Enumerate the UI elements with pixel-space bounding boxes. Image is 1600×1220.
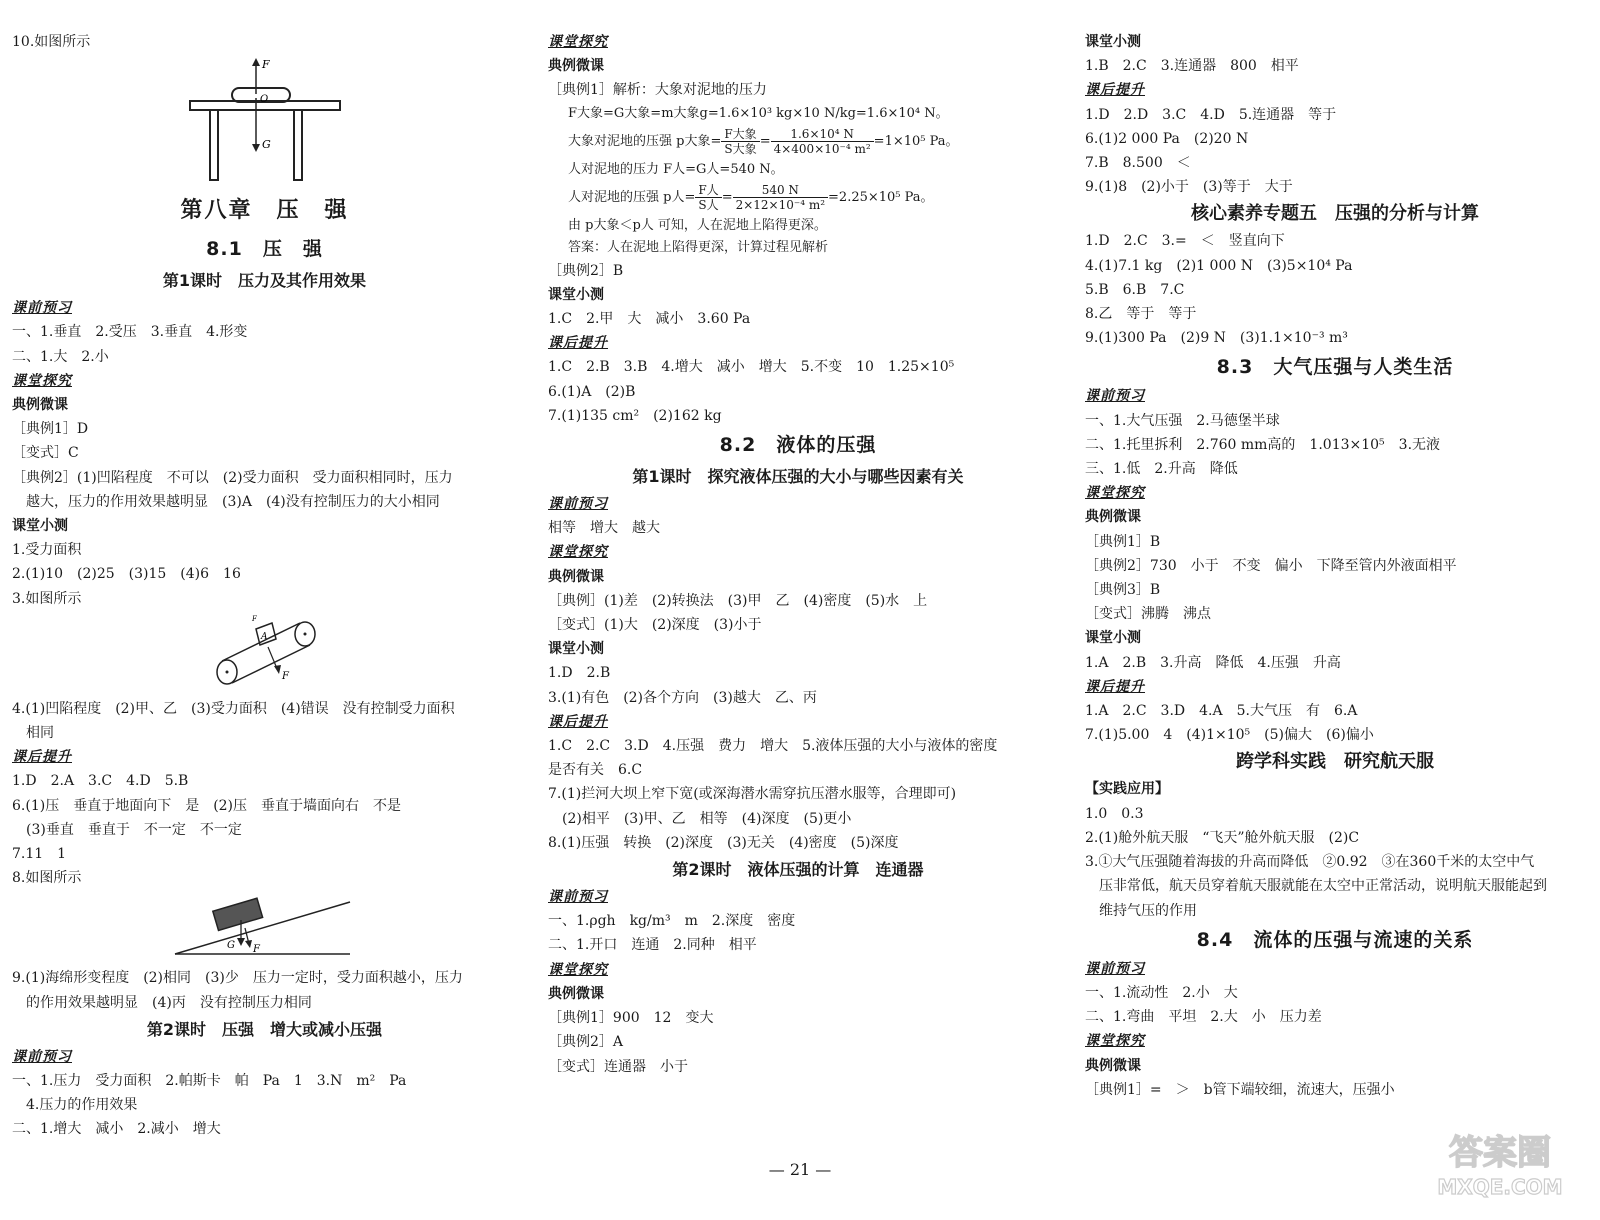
answer-line: 9.(1)海绵形变程度 (2)相同 (3)少 压力一定时，受力面积越小，压力 (12, 970, 463, 987)
answer-line: 二、1.增大 减小 2.减小 增大 (12, 1121, 221, 1138)
section-label: 课前预习 (1085, 388, 1145, 405)
answer-line: 7.(1)拦河大坝上窄下宽(或深海潜水需穿抗压潜水服等，合理即可) (548, 786, 957, 803)
sub-label: 典例微课 (1085, 509, 1141, 526)
answer-line: 3.如图所示 (12, 590, 82, 607)
sub-label: 课堂小测 (548, 286, 604, 303)
answer-line: ［典例2］B (548, 262, 624, 279)
answer-line: 一、1.大气压强 2.马德堡半球 (1085, 412, 1280, 429)
answer-line: 7.11 1 (12, 846, 67, 863)
section-title: 8.4 流体的压强与流速的关系 (1196, 928, 1474, 951)
sub-label: 课堂小测 (12, 518, 68, 535)
column-left (12, 30, 517, 1160)
answer-line: 1.A 2.B 3.升高 降低 4.压强 升高 (1085, 654, 1341, 671)
lesson-title: 第1课时 探究液体压强的大小与哪些因素有关 (632, 467, 964, 487)
answer-line: 1.D 2.C 3.= ＜ 竖直向下 (1085, 233, 1285, 250)
answer-line: 10.如图所示 (12, 34, 91, 50)
section-title: 8.2 液体的压强 (719, 434, 877, 457)
sub-label: 典例微课 (548, 985, 604, 1002)
section-title: 8.3 大气压强与人类生活 (1216, 356, 1454, 379)
svg-text:F: F (261, 58, 270, 72)
sub-label: 课堂小测 (548, 641, 604, 658)
answer-line: ［典例2］(1)凹陷程度 不可以 (2)受力面积 受力面积相同时，压力 (12, 469, 453, 486)
lesson-title: 第2课时 压强 增大或减小压强 (146, 1019, 383, 1039)
section-label: 课后提升 (1085, 678, 1145, 695)
answer-line: 一、1.垂直 2.受压 3.垂直 4.形变 (12, 324, 248, 341)
answer-line: ［典例3］B (1085, 582, 1161, 599)
answer-line: ［典例1］900 12 变大 (548, 1010, 714, 1027)
section-label: 课前预习 (12, 1048, 72, 1065)
sub-label: 典例微课 (1085, 1057, 1141, 1074)
answer-line: 8.如图所示 (12, 870, 82, 887)
section-label: 课前预习 (548, 889, 608, 906)
answer-line: 压非常低，航天员穿着航天服就能在太空中正常活动，说明航天服能起到 (1099, 878, 1547, 895)
sub-label: 课堂小测 (1085, 630, 1141, 647)
answer-line: 5.B 6.B 7.C (1085, 281, 1185, 298)
answer-line: 6.(1)压 垂直于地面向下 是 (2)压 垂直于墙面向右 不是 (12, 797, 402, 814)
formula-line: 人对泥地的压强 p人= $\frac{\text{F人}}{\text{S人}}$ = $\frac{540 N}{\text{2×12×10⁻⁴ m²}}$ =2.25×10⁵ Pa。 (568, 182, 934, 212)
practice-title: 跨学科实践 研究航天服 (1236, 751, 1434, 773)
section-title: 8.1 压 强 (206, 238, 323, 261)
svg-text:G: G (261, 138, 271, 152)
answer-line: 4.(1)7.1 kg (2)1 000 N (3)5×10⁴ Pa (1085, 257, 1353, 274)
watermark-logo (1420, 1122, 1580, 1202)
answer-line: 二、1.托里拆利 2.760 mm高的 1.013×10⁵ 3.无液 (1085, 436, 1441, 453)
section-label: 课堂探究 (1085, 485, 1145, 502)
section-label: 课堂探究 (1085, 1033, 1145, 1050)
sub-label: 【实践应用】 (1085, 781, 1169, 798)
answer-line: ［典例2］A (548, 1034, 624, 1051)
section-label: 课后提升 (12, 749, 72, 766)
section-label: 课后提升 (548, 713, 608, 730)
column-middle (548, 30, 1048, 1160)
answer-line: 是否有关 6.C (548, 762, 643, 779)
answer-line: 一、1.流动性 2.小 大 (1085, 984, 1238, 1001)
section-label: 课堂探究 (12, 372, 72, 389)
answer-line: 二、1.弯曲 平坦 2.大 小 压力差 (1085, 1009, 1322, 1026)
answer-line: (2)相平 (3)甲、乙 相等 (4)深度 (5)更小 (562, 810, 852, 827)
figure-incline-block (165, 892, 365, 964)
section-label: 课前预习 (548, 496, 608, 513)
answer-line: 维持气压的作用 (1099, 902, 1197, 919)
answer-line: 8.乙 等于 等于 (1085, 306, 1197, 323)
answer-line: ［典例］(1)差 (2)转换法 (3)甲 乙 (4)密度 (5)水 上 (548, 592, 928, 609)
svg-text:F: F (281, 670, 289, 682)
svg-text:答案圈: 答案圈 (1449, 1133, 1551, 1173)
svg-text:F: F (252, 944, 260, 956)
answer-line: 2.(1)10 (2)25 (3)15 (4)6 16 (12, 566, 241, 583)
answer-line: ［变式］沸腾 沸点 (1085, 606, 1211, 623)
sub-label: 典例微课 (548, 568, 604, 585)
answer-line: 一、1.压力 受力面积 2.帕斯卡 帕 Pa 1 3.N m² Pa (12, 1073, 407, 1090)
answer-line: 1.B 2.C 3.连通器 800 相平 (1085, 58, 1299, 75)
formula-line: 大象对泥地的压强 p大象= $\frac{\text{F大象}}{\text{S大象}}$ = $\frac{\text{1.6×10⁴ N}}{\text{4×400×10⁻⁴ m²}}$ =1×10⁵ Pa。 (568, 126, 959, 156)
answer-line: 三、1.低 2.升高 降低 (1085, 461, 1238, 478)
svg-text:MXQE.COM: MXQE.COM (1437, 1175, 1563, 1199)
answer-line: ［变式］C (12, 445, 79, 462)
answer-line: 1.D 2.B (548, 665, 611, 682)
section-label: 课前预习 (1085, 960, 1145, 977)
answer-line: 1.D 2.A 3.C 4.D 5.B (12, 773, 189, 790)
answer-line: ［典例2］730 小于 不变 偏小 下降至管内外液面相平 (1085, 557, 1457, 574)
page-number: — 21 — (768, 1160, 832, 1179)
formula-line: 答案：人在泥地上陷得更深，计算过程见解析 (568, 239, 829, 255)
svg-text:A: A (260, 631, 267, 642)
answer-line: 7.(1)135 cm² (2)162 kg (548, 407, 722, 424)
section-label: 课前预习 (12, 300, 72, 317)
answer-line: (3)垂直 垂直于 不一定 不一定 (26, 821, 242, 838)
answer-line: ［典例1］解析：大象对泥地的压力 (548, 82, 767, 99)
lesson-title: 第1课时 压力及其作用效果 (162, 271, 367, 291)
answer-line: 7.B 8.500 ＜ (1085, 155, 1191, 172)
answer-line: 1.D 2.D 3.C 4.D 5.连通器 等于 (1085, 106, 1337, 123)
svg-text:G: G (226, 940, 235, 952)
svg-text:F: F (251, 614, 257, 623)
answer-line: 8.(1)压强 转换 (2)深度 (3)无关 (4)密度 (5)深度 (548, 834, 899, 851)
section-label: 课堂探究 (548, 961, 608, 978)
topic-title: 核心素养专题五 压强的分析与计算 (1191, 203, 1479, 225)
chapter-title: 第八章 压 强 (180, 197, 349, 224)
answer-line: 4.压力的作用效果 (26, 1097, 138, 1114)
section-label: 课后提升 (548, 335, 608, 352)
column-right (1085, 30, 1585, 1160)
sub-label: 课堂小测 (1085, 34, 1141, 50)
answer-line: ［典例1］D (12, 421, 89, 438)
formula-line: 由 p大象＜p人 可知，人在泥地上陷得更深。 (568, 217, 827, 233)
answer-line: 6.(1)A (2)B (548, 383, 636, 400)
section-label: 课堂探究 (548, 544, 608, 561)
answer-line: ［典例1］B (1085, 533, 1161, 550)
formula-line: 人对泥地的压力 F人=G人=540 N。 (568, 161, 784, 177)
section-label: 课后提升 (1085, 82, 1145, 99)
formula-line: F大象=G大象=m大象g=1.6×10³ kg×10 N/kg=1.6×10⁴ N。 (568, 105, 949, 121)
answer-line: 3.①大气压强随着海拔的升高而降低 ②0.92 ③在360千米的太空中气 (1085, 854, 1535, 871)
section-label: 课堂探究 (548, 34, 608, 50)
sub-label: 典例微课 (548, 58, 604, 75)
answer-line: 6.(1)2 000 Pa (2)20 N (1085, 130, 1249, 147)
answer-line: 4.(1)凹陷程度 (2)甲、乙 (3)受力面积 (4)错误 没有控制受力面积 (12, 700, 455, 717)
answer-line: 二、1.大 2.小 (12, 348, 109, 365)
answer-line: ［变式］连通器 小于 (548, 1058, 688, 1075)
answer-line: 1.C 2.甲 大 减小 3.60 Pa (548, 311, 751, 328)
figure-table-force (180, 56, 350, 186)
answer-line: ［典例1］= ＞ b管下端较细，流速大，压强小 (1085, 1081, 1395, 1098)
answer-line: 相等 增大 越大 (548, 520, 660, 537)
answer-line: 9.(1)300 Pa (2)9 N (3)1.1×10⁻³ m³ (1085, 330, 1348, 347)
answer-line: 9.(1)8 (2)小于 (3)等于 大于 (1085, 179, 1293, 196)
figure-cylinder-force (190, 613, 340, 695)
answer-line: 1.A 2.C 3.D 4.A 5.大气压 有 6.A (1085, 703, 1358, 720)
svg-text:O: O (259, 94, 268, 106)
answer-line: 二、1.开口 连通 2.同种 相平 (548, 937, 757, 954)
answer-line: 一、1.ρgh kg/m³ m 2.深度 密度 (548, 913, 796, 930)
answer-line: 1.0 0.3 (1085, 805, 1144, 822)
answer-line: 越大，压力的作用效果越明显 (3)A (4)没有控制压力的大小相同 (26, 493, 440, 510)
answer-line: 1.C 2.B 3.B 4.增大 减小 增大 5.不变 10 1.25×10⁵ (548, 359, 955, 376)
sub-label: 典例微课 (12, 397, 68, 414)
answer-line: 1.受力面积 (12, 542, 82, 559)
answer-line: 7.(1)5.00 4 (4)1×10⁵ (5)偏大 (6)偏小 (1085, 727, 1374, 744)
answer-line: ［变式］(1)大 (2)深度 (3)小于 (548, 617, 762, 634)
answer-line: 1.C 2.C 3.D 4.压强 费力 增大 5.液体压强的大小与液体的密度 (548, 738, 998, 755)
answer-line: 相同 (26, 725, 54, 742)
answer-line: 2.(1)舱外航天服 “飞天”舱外航天服 (2)C (1085, 829, 1360, 846)
answer-line: 3.(1)有色 (2)各个方向 (3)越大 乙、丙 (548, 689, 817, 706)
answer-line: 的作用效果越明显 (4)丙 没有控制压力相同 (26, 994, 312, 1011)
lesson-title: 第2课时 液体压强的计算 连通器 (672, 860, 924, 880)
